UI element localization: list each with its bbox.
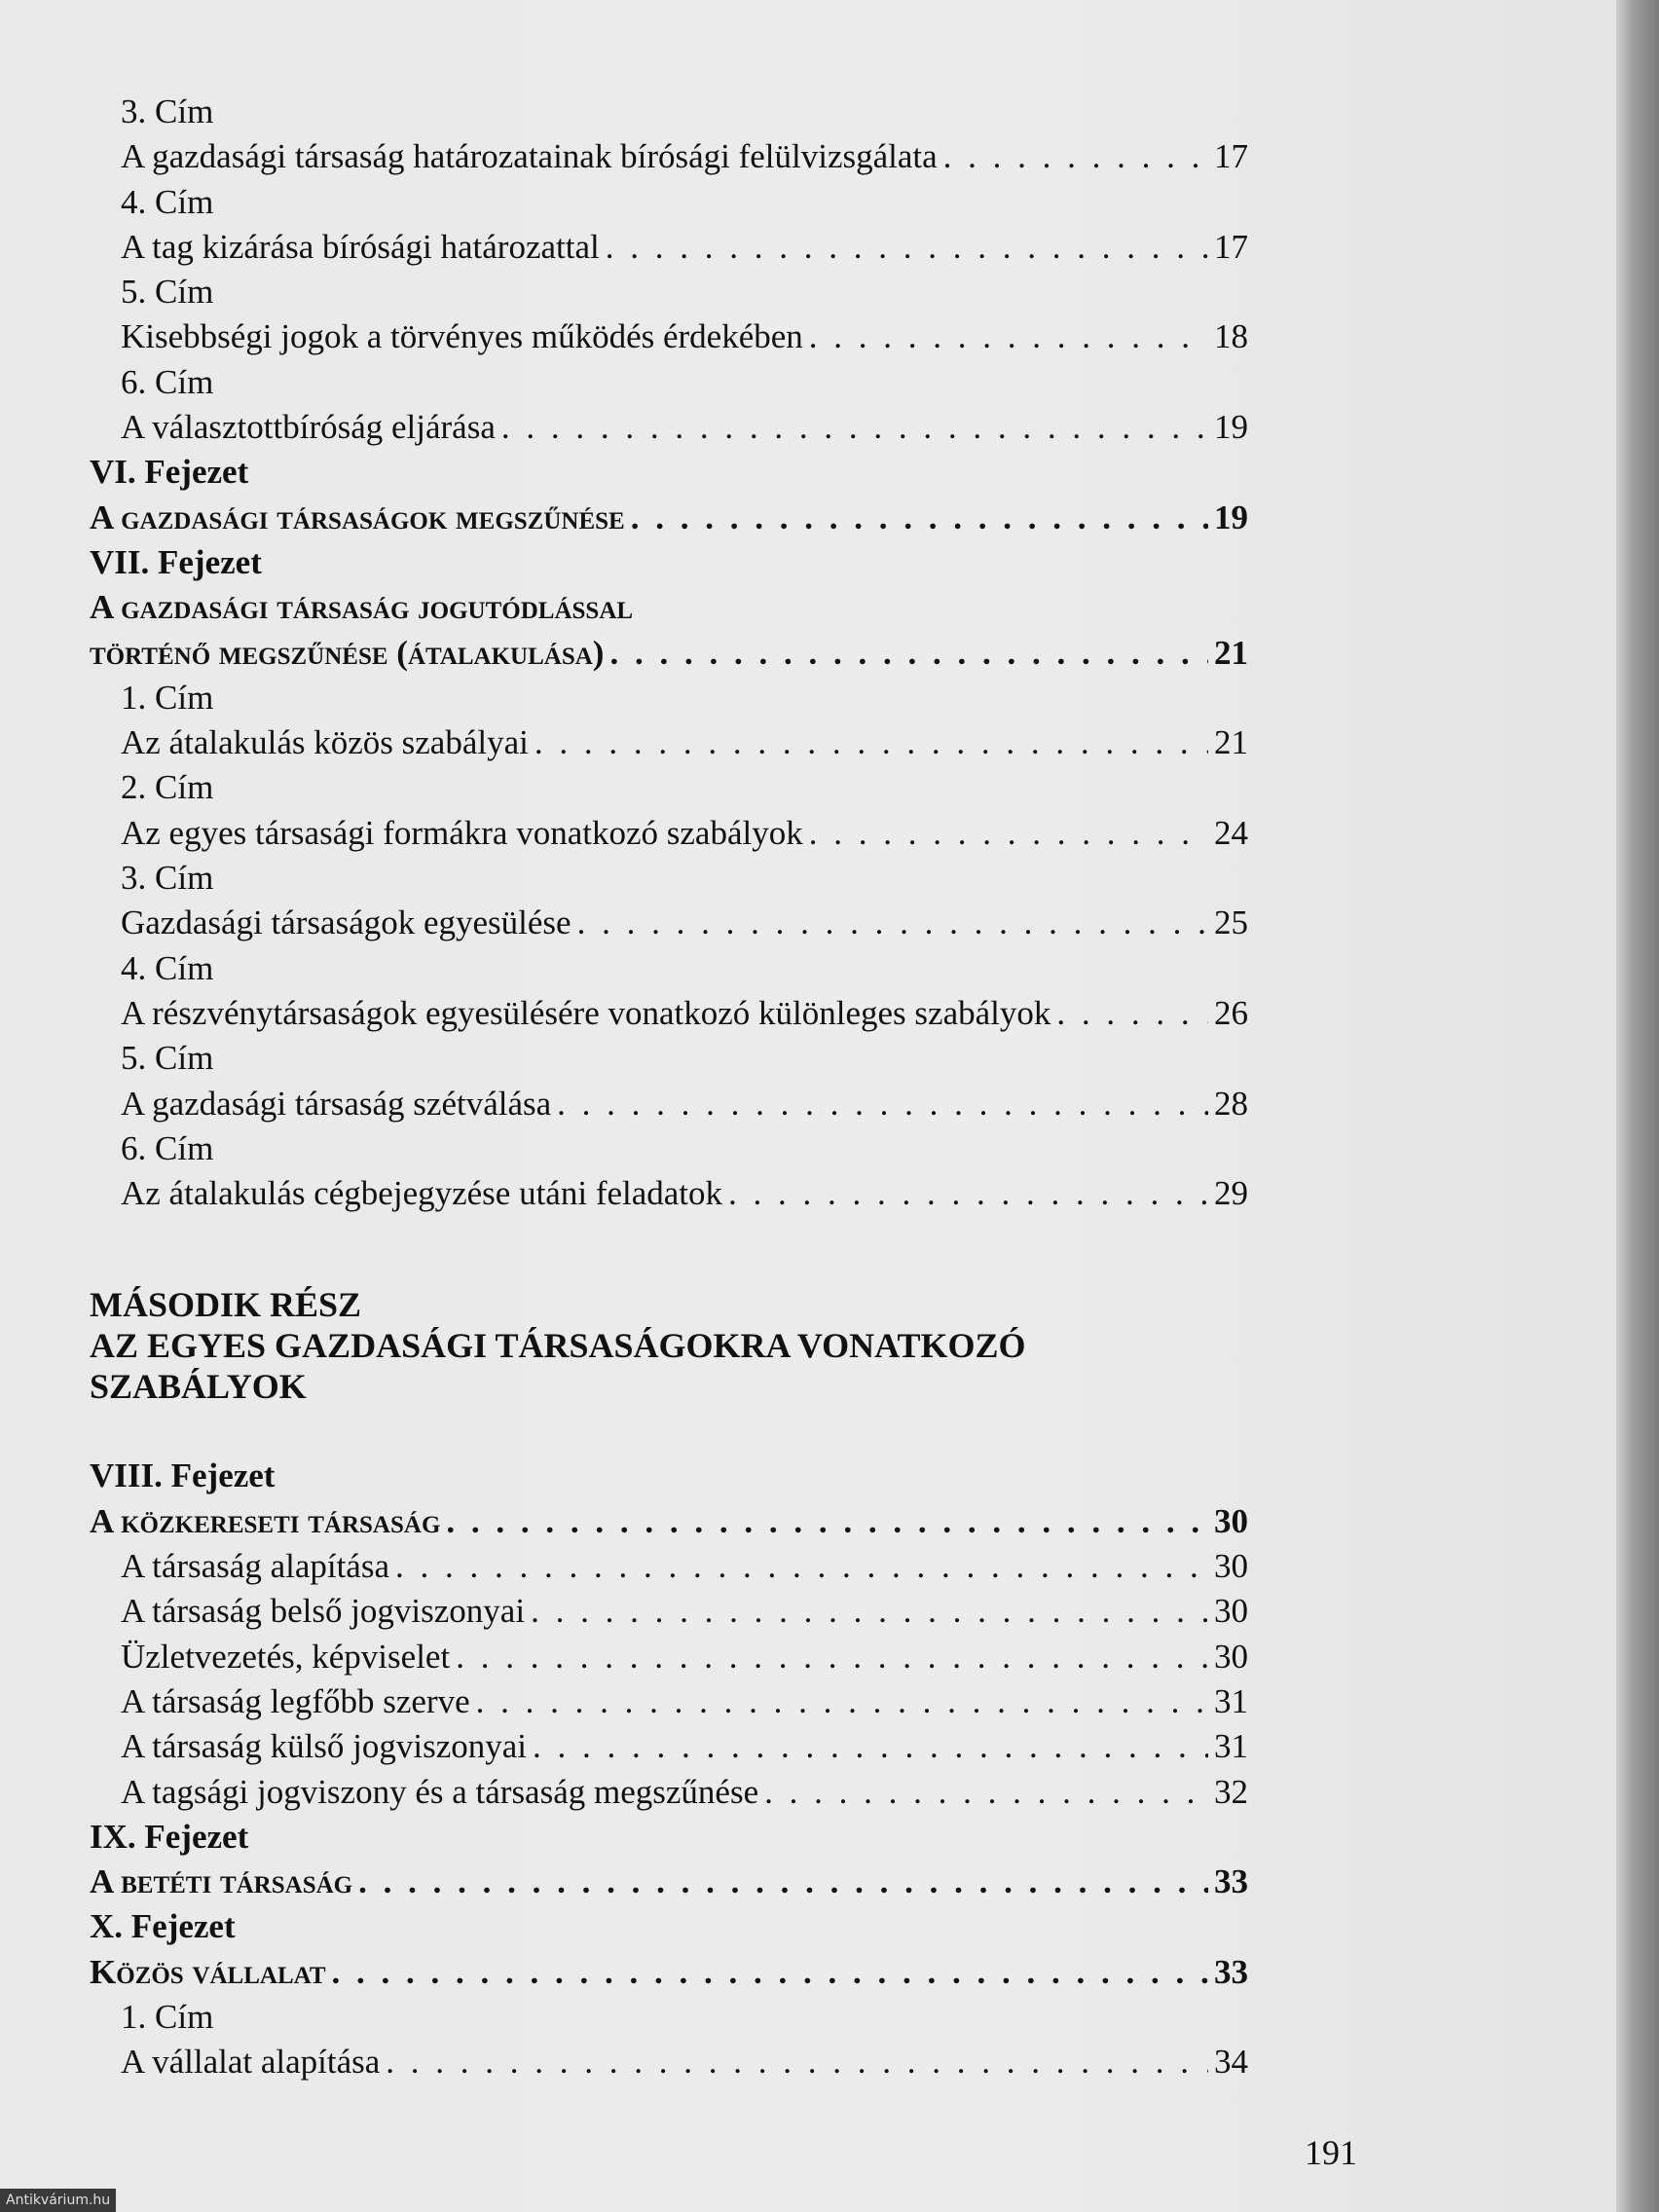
toc-entry	[90, 1770, 1248, 1815]
toc-label: Közös vállalat	[90, 1952, 326, 1991]
toc-page-number: 29	[1214, 1174, 1248, 1213]
toc-label: A gazdasági társaság határozatainak bírósági felülvizsgálata	[121, 137, 938, 176]
dot-leader	[533, 1724, 1208, 1769]
toc-page-number: 17	[1214, 137, 1248, 176]
dot-leader	[531, 1589, 1208, 1634]
toc-label: A társaság belső jogviszonyai	[121, 1592, 526, 1631]
book-edge	[1616, 0, 1659, 2212]
toc-entry	[90, 2040, 1248, 2084]
toc-label: A társaság legfőbb szerve	[121, 1681, 470, 1720]
toc-page-number: 26	[1214, 993, 1248, 1032]
toc-label: történő megszűnése (átalakulása)	[90, 633, 605, 672]
dot-leader	[446, 1499, 1208, 1544]
toc-label: 6. Cím	[121, 362, 214, 401]
toc-entry	[90, 1589, 1248, 1634]
dot-leader	[809, 314, 1208, 359]
toc-label: Az egyes társasági formákra vonatkozó szabályok	[121, 813, 803, 852]
toc-entry	[90, 1171, 1248, 1216]
toc-page-number: 31	[1214, 1681, 1248, 1720]
toc-page-number: 30	[1214, 1547, 1248, 1586]
toc-entry	[90, 720, 1248, 765]
toc-label: 1. Cím	[121, 678, 214, 717]
toc-page-number: 31	[1214, 1727, 1248, 1766]
toc-page-number: 30	[1214, 1501, 1248, 1540]
toc-page-number: 19	[1214, 408, 1248, 447]
part-heading-line1: MÁSODIK RÉSZ	[90, 1285, 362, 1325]
dot-leader	[501, 405, 1208, 450]
toc-label: A tag kizárása bírósági határozattal	[121, 227, 600, 266]
toc-cim-heading	[90, 270, 1248, 314]
toc-label: A közkereseti társaság	[90, 1501, 441, 1540]
toc-cim-heading	[90, 765, 1248, 810]
toc-page-number: 30	[1214, 1592, 1248, 1631]
dot-leader	[809, 811, 1208, 856]
toc-chapter-title	[90, 631, 1248, 676]
dot-leader	[728, 1171, 1208, 1216]
toc-entry	[90, 134, 1248, 179]
toc-chapter-title	[90, 496, 1248, 540]
toc-section-companies	[90, 1454, 1248, 2084]
toc-label: A társaság külső jogviszonyai	[121, 1727, 528, 1766]
toc-page-number: 25	[1214, 903, 1248, 942]
toc-label: Az átalakulás közös szabályai	[121, 723, 529, 762]
table-of-contents	[90, 90, 1248, 2085]
toc-label: VI. Fejezet	[90, 453, 249, 492]
toc-label: IX. Fejezet	[90, 1817, 249, 1856]
toc-cim-heading	[90, 946, 1248, 991]
toc-page-number: 18	[1214, 317, 1248, 356]
page-number: 191	[1305, 2133, 1357, 2172]
toc-label: VII. Fejezet	[90, 542, 262, 581]
dot-leader	[535, 720, 1208, 765]
toc-cim-heading	[90, 1995, 1248, 2040]
toc-entry	[90, 811, 1248, 856]
toc-cim-heading	[90, 180, 1248, 225]
toc-label: A vállalat alapítása	[121, 2043, 381, 2082]
toc-label: 1. Cím	[121, 1997, 214, 2036]
dot-leader	[609, 631, 1208, 676]
toc-label: 3. Cím	[121, 859, 214, 898]
toc-cim-heading	[90, 90, 1248, 134]
toc-section-general	[90, 90, 1248, 1216]
toc-entry	[90, 1724, 1248, 1769]
toc-page-number: 17	[1214, 227, 1248, 266]
toc-page-number: 30	[1214, 1637, 1248, 1676]
toc-label: A betéti társaság	[90, 1862, 353, 1901]
toc-label: A társaság alapítása	[121, 1547, 390, 1586]
toc-cim-heading	[90, 856, 1248, 901]
dot-leader	[557, 1082, 1208, 1126]
toc-chapter-title	[90, 1499, 1248, 1544]
toc-label: 4. Cím	[121, 182, 214, 221]
toc-entry	[90, 901, 1248, 945]
toc-page-number: 19	[1214, 498, 1248, 536]
dot-leader	[332, 1950, 1208, 1995]
toc-cim-heading	[90, 1036, 1248, 1081]
toc-cim-heading	[90, 676, 1248, 720]
toc-page-number: 32	[1214, 1772, 1248, 1811]
toc-label: Az átalakulás cégbejegyzése utáni feladatok	[121, 1174, 723, 1213]
toc-label: 4. Cím	[121, 948, 214, 987]
toc-label: 2. Cím	[121, 768, 214, 807]
dot-leader	[456, 1635, 1208, 1679]
toc-entry	[90, 225, 1248, 270]
dot-leader	[577, 901, 1208, 945]
toc-label: X. Fejezet	[90, 1907, 236, 1946]
part-heading-line2: AZ EGYES GAZDASÁGI TÁRSASÁGOKRA VONATKOZÓ SZABÁLYOK	[90, 1326, 1026, 1407]
toc-label: Gazdasági társaságok egyesülése	[121, 903, 571, 942]
toc-chapter-title	[90, 1860, 1248, 1904]
toc-label: 3. Cím	[121, 92, 214, 130]
toc-label: A gazdasági társaság jogutódlással	[90, 588, 634, 627]
toc-cim-heading	[90, 1126, 1248, 1171]
toc-entry	[90, 314, 1248, 359]
dot-leader	[764, 1770, 1208, 1815]
toc-chapter-heading	[90, 1454, 1248, 1498]
toc-page-number: 33	[1214, 1952, 1248, 1991]
toc-label: A választottbíróság eljárása	[121, 408, 496, 447]
toc-page-number: 33	[1214, 1862, 1248, 1901]
toc-label: 5. Cím	[121, 273, 214, 312]
toc-entry	[90, 1679, 1248, 1724]
toc-chapter-title	[90, 585, 1248, 630]
dot-leader	[943, 134, 1208, 179]
toc-chapter-heading	[90, 450, 1248, 495]
dot-leader	[358, 1860, 1208, 1904]
toc-label: A tagsági jogviszony és a társaság megszűnése	[121, 1772, 759, 1811]
toc-entry	[90, 991, 1248, 1036]
toc-page-number: 28	[1214, 1084, 1248, 1123]
toc-chapter-heading	[90, 540, 1248, 585]
toc-chapter-title	[90, 1950, 1248, 1995]
toc-label: 6. Cím	[121, 1128, 214, 1167]
dot-leader	[631, 496, 1208, 540]
toc-entry	[90, 1544, 1248, 1589]
toc-label: Kisebbségi jogok a törvényes működés érdekében	[121, 317, 803, 356]
dot-leader	[476, 1679, 1208, 1724]
watermark: Antikvárium.hu	[0, 2189, 116, 2212]
toc-page-number: 24	[1214, 813, 1248, 852]
toc-label: A gazdasági társaságok megszűnése	[90, 498, 625, 536]
toc-entry	[90, 405, 1248, 450]
toc-label: VIII. Fejezet	[90, 1456, 276, 1495]
toc-cim-heading	[90, 360, 1248, 405]
dot-leader	[1056, 991, 1208, 1036]
toc-label: A részvénytársaságok egyesülésére vonatkozó különleges szabályok	[121, 993, 1051, 1032]
toc-page-number: 34	[1214, 2043, 1248, 2082]
dot-leader	[395, 1544, 1208, 1589]
toc-label: A gazdasági társaság szétválása	[121, 1084, 552, 1123]
toc-label: Üzletvezetés, képviselet	[121, 1637, 451, 1676]
dot-leader	[386, 2040, 1208, 2084]
toc-chapter-heading	[90, 1815, 1248, 1860]
dot-leader	[606, 225, 1208, 270]
toc-entry	[90, 1635, 1248, 1679]
toc-label: 5. Cím	[121, 1039, 214, 1078]
toc-chapter-heading	[90, 1904, 1248, 1949]
toc-page-number: 21	[1214, 723, 1248, 762]
toc-page-number: 21	[1214, 633, 1248, 672]
toc-entry	[90, 1082, 1248, 1126]
